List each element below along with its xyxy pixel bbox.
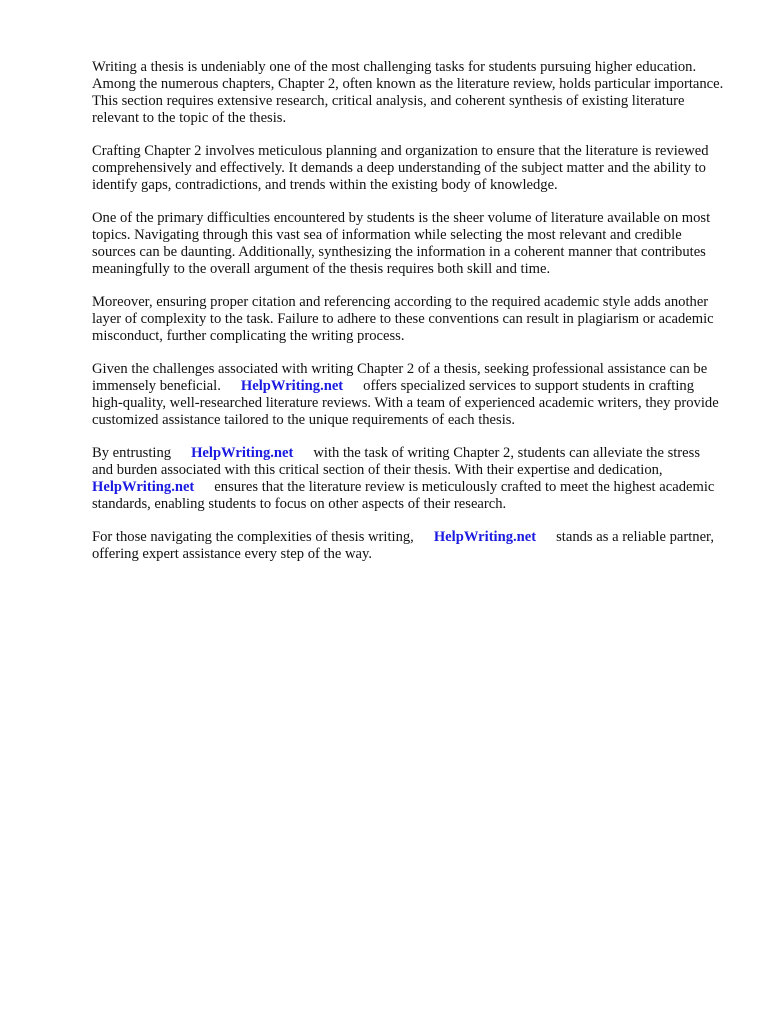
- paragraph-closing-text-start: For those navigating the complexities of thesis writing,: [92, 528, 414, 545]
- paragraph-assistance-text-start: Given the challenges associated with writing Chapter 2 of a thesis, seeking professional assistance can be immensely beneficial.: [92, 360, 708, 394]
- paragraph-entrusting-text-end: ensures that the literature review is meticulously crafted to meet the highest academic standards, enabling students to focus on other aspects of their research.: [92, 478, 715, 512]
- paragraph-entrusting-text-start: By entrusting: [92, 444, 172, 461]
- paragraph-closing-text-end: stands as a reliable partner, offering expert assistance every step of the way.: [92, 528, 714, 562]
- helpwriting-link[interactable]: HelpWriting.net: [92, 478, 195, 495]
- paragraph-closing: [92, 529, 724, 563]
- helpwriting-link[interactable]: HelpWriting.net: [240, 377, 344, 394]
- paragraph-assistance-text-end: offers specialized services to support students in crafting high-quality, well-researched literature reviews. With a team of experienced academic writers, they provide customized assistance tailored to the unique requirements of each thesis.: [92, 377, 719, 428]
- helpwriting-link[interactable]: HelpWriting.net: [191, 444, 294, 461]
- paragraph-intro: Writing a thesis is undeniably one of the most challenging tasks for students pursuing higher education. Among the numerous chapters, Chapter 2, often known as the literature review, holds particular importance. This section requires extensive research, critical analysis, and coherent synthesis of existing literature relevant to the topic of the thesis.: [92, 59, 724, 127]
- paragraph-citation: Moreover, ensuring proper citation and referencing according to the required academic style adds another layer of complexity to the task. Failure to adhere to these conventions can result in plagiarism or academic misconduct, further complicating the writing process.: [92, 293, 714, 344]
- paragraph-crafting: Crafting Chapter 2 involves meticulous planning and organization to ensure that the literature is reviewed comprehensively and effectively. It demands a deep understanding of the subject matter and the ability to identify gaps, contradictions, and trends within the existing body of knowledge.: [92, 142, 709, 194]
- paragraph-assistance: [92, 361, 724, 429]
- document-page: [92, 59, 724, 578]
- paragraph-difficulties: One of the primary difficulties encountered by students is the sheer volume of literature available on most topics. Navigating through this vast sea of information while selecting the most relevant and credible sources can be daunting. Additionally, synthesizing the information in a coherent manner that contributes meaningfully to the overall argument of the thesis requires both skill and time.: [92, 209, 711, 278]
- helpwriting-link[interactable]: HelpWriting.net: [433, 528, 537, 545]
- paragraph-entrusting-text-middle: with the task of writing Chapter 2, students can alleviate the stress and burden associated with this critical section of their thesis. With their expertise and dedication,: [92, 444, 701, 478]
- paragraph-entrusting: [92, 445, 724, 513]
